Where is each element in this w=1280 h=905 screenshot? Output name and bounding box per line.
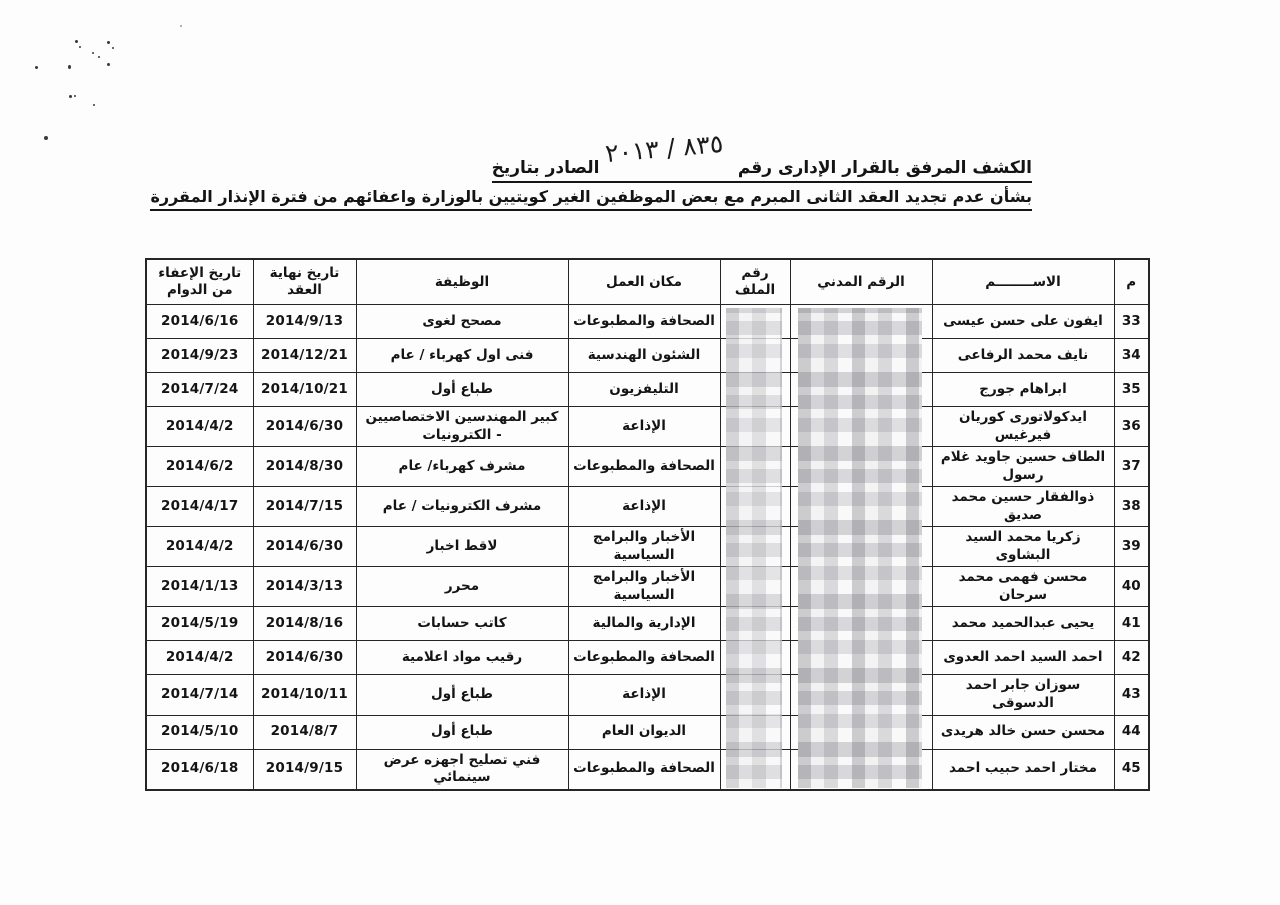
cell-job-title: طباع أول bbox=[356, 675, 568, 715]
title-prefix: الكشف المرفق بالقرار الإدارى رقم bbox=[737, 158, 1032, 178]
noise-speck bbox=[68, 65, 71, 69]
cell-job-title: رقيب مواد اعلامية bbox=[356, 641, 568, 675]
noise-speck bbox=[93, 104, 95, 106]
cell-exemption-date: 2014/7/24 bbox=[146, 373, 253, 407]
cell-workplace: الإدارية والمالية bbox=[568, 607, 720, 641]
noise-speck bbox=[79, 46, 81, 48]
header-job-title: الوظيفة bbox=[356, 259, 568, 305]
cell-workplace: الإذاعة bbox=[568, 675, 720, 715]
table-row bbox=[146, 715, 1149, 749]
cell-workplace: الديوان العام bbox=[568, 715, 720, 749]
cell-name: ابراهام جورج bbox=[932, 373, 1114, 407]
cell-name: ايفون على حسن عيسى bbox=[932, 305, 1114, 339]
cell-workplace: الصحافة والمطبوعات bbox=[568, 749, 720, 790]
table-row bbox=[146, 675, 1149, 715]
cell-contract-end-date: 2014/6/30 bbox=[253, 641, 356, 675]
cell-contract-end-date: 2014/3/13 bbox=[253, 567, 356, 607]
cell-exemption-date: 2014/1/13 bbox=[146, 567, 253, 607]
cell-exemption-date: 2014/5/10 bbox=[146, 715, 253, 749]
cell-workplace: الصحافة والمطبوعات bbox=[568, 447, 720, 487]
noise-speck bbox=[180, 25, 182, 27]
table-row bbox=[146, 527, 1149, 567]
table-row bbox=[146, 641, 1149, 675]
cell-exemption-date: 2014/4/2 bbox=[146, 527, 253, 567]
decree-title-block bbox=[150, 128, 1032, 211]
decree-subject-line: بشأن عدم تجديد العقد الثانى المبرم مع بعض الموظفين الغير كويتيين بالوزارة واعفائهم من فترة الإنذار المقررة bbox=[150, 187, 1032, 211]
cell-job-title: مشرف كهرباء/ عام bbox=[356, 447, 568, 487]
cell-contract-end-date: 2014/6/30 bbox=[253, 407, 356, 447]
table-header bbox=[146, 259, 1149, 305]
cell-name: نايف محمد الرفاعى bbox=[932, 339, 1114, 373]
cell-job-title: مصحح لغوى bbox=[356, 305, 568, 339]
title-suffix: الصادر بتاريخ bbox=[491, 158, 600, 178]
cell-workplace: الإذاعة bbox=[568, 407, 720, 447]
cell-workplace: الصحافة والمطبوعات bbox=[568, 641, 720, 675]
cell-name: محسن حسن خالد هريدى bbox=[932, 715, 1114, 749]
cell-contract-end-date: 2014/8/7 bbox=[253, 715, 356, 749]
cell-name: يحيى عبدالحميد محمد bbox=[932, 607, 1114, 641]
cell-index: 42 bbox=[1114, 641, 1149, 675]
cell-workplace: التليفزيون bbox=[568, 373, 720, 407]
document-table bbox=[145, 258, 1150, 791]
cell-index: 43 bbox=[1114, 675, 1149, 715]
cell-name: محسن فهمى محمد سرحان bbox=[932, 567, 1114, 607]
cell-contract-end-date: 2014/10/11 bbox=[253, 675, 356, 715]
cell-exemption-date: 2014/6/18 bbox=[146, 749, 253, 790]
noise-speck bbox=[112, 47, 114, 49]
cell-exemption-date: 2014/4/2 bbox=[146, 407, 253, 447]
cell-job-title: طباع أول bbox=[356, 373, 568, 407]
noise-speck bbox=[98, 56, 100, 58]
cell-contract-end-date: 2014/9/13 bbox=[253, 305, 356, 339]
cell-name: زكريا محمد السيد البشاوى bbox=[932, 527, 1114, 567]
table-row bbox=[146, 407, 1149, 447]
header-exemption-date: تاريخ الإعفاء من الدوام bbox=[146, 259, 253, 305]
cell-contract-end-date: 2014/9/15 bbox=[253, 749, 356, 790]
cell-job-title: فني تصليح اجهزه عرض سينمائي bbox=[356, 749, 568, 790]
cell-exemption-date: 2014/6/16 bbox=[146, 305, 253, 339]
pixelated-redaction-civil-id bbox=[798, 308, 922, 788]
cell-name: سوزان جابر احمد الدسوقى bbox=[932, 675, 1114, 715]
cell-index: 36 bbox=[1114, 407, 1149, 447]
noise-speck bbox=[92, 52, 94, 54]
cell-job-title: مشرف الكترونيات / عام bbox=[356, 487, 568, 527]
table-row bbox=[146, 373, 1149, 407]
table-row bbox=[146, 305, 1149, 339]
cell-index: 33 bbox=[1114, 305, 1149, 339]
table-row bbox=[146, 749, 1149, 790]
noise-speck bbox=[69, 95, 72, 98]
decree-title-line1 bbox=[491, 128, 1032, 183]
cell-workplace: الأخبار والبرامج السياسية bbox=[568, 527, 720, 567]
cell-index: 45 bbox=[1114, 749, 1149, 790]
cell-contract-end-date: 2014/12/21 bbox=[253, 339, 356, 373]
table-row bbox=[146, 339, 1149, 373]
cell-contract-end-date: 2014/7/15 bbox=[253, 487, 356, 527]
header-civil-id: الرقم المدني bbox=[790, 259, 932, 305]
cell-name: ذوالفقار حسين محمد صديق bbox=[932, 487, 1114, 527]
cell-name: احمد السيد احمد العدوى bbox=[932, 641, 1114, 675]
pixelated-redaction-file-number bbox=[726, 308, 782, 788]
cell-exemption-date: 2014/7/14 bbox=[146, 675, 253, 715]
table-body bbox=[146, 305, 1149, 790]
header-workplace: مكان العمل bbox=[568, 259, 720, 305]
noise-speck bbox=[74, 95, 76, 97]
table-row bbox=[146, 607, 1149, 641]
cell-job-title: لاقط اخبار bbox=[356, 527, 568, 567]
cell-contract-end-date: 2014/6/30 bbox=[253, 527, 356, 567]
cell-workplace: الأخبار والبرامج السياسية bbox=[568, 567, 720, 607]
noise-speck bbox=[75, 40, 78, 43]
header-file-number: رقم الملف bbox=[720, 259, 790, 305]
header-name: الاســــــــم bbox=[932, 259, 1114, 305]
cell-job-title: كبير المهندسين الاختصاصيين - الكترونيات bbox=[356, 407, 568, 447]
cell-job-title: فنى اول كهرباء / عام bbox=[356, 339, 568, 373]
cell-exemption-date: 2014/6/2 bbox=[146, 447, 253, 487]
cell-name: ايدكولاتورى كوريان فيرغيس bbox=[932, 407, 1114, 447]
cell-index: 34 bbox=[1114, 339, 1149, 373]
table-row bbox=[146, 447, 1149, 487]
cell-exemption-date: 2014/4/2 bbox=[146, 641, 253, 675]
cell-index: 40 bbox=[1114, 567, 1149, 607]
cell-workplace: الصحافة والمطبوعات bbox=[568, 305, 720, 339]
cell-contract-end-date: 2014/8/30 bbox=[253, 447, 356, 487]
cell-job-title: طباع أول bbox=[356, 715, 568, 749]
noise-speck bbox=[35, 66, 38, 69]
cell-index: 38 bbox=[1114, 487, 1149, 527]
header-contract-end-date: تاريخ نهاية العقد bbox=[253, 259, 356, 305]
cell-name: الطاف حسين جاويد غلام رسول bbox=[932, 447, 1114, 487]
cell-workplace: الشئون الهندسية bbox=[568, 339, 720, 373]
table-row bbox=[146, 567, 1149, 607]
noise-speck bbox=[44, 136, 48, 140]
cell-index: 44 bbox=[1114, 715, 1149, 749]
cell-workplace: الإذاعة bbox=[568, 487, 720, 527]
noise-speck bbox=[107, 41, 110, 44]
table-row bbox=[146, 487, 1149, 527]
cell-exemption-date: 2014/5/19 bbox=[146, 607, 253, 641]
handwritten-decree-number: ٨٣٥ / ٢٠١٣ bbox=[604, 128, 725, 169]
cell-index: 35 bbox=[1114, 373, 1149, 407]
cell-contract-end-date: 2014/8/16 bbox=[253, 607, 356, 641]
header-index: م bbox=[1114, 259, 1149, 305]
cell-job-title: محرر bbox=[356, 567, 568, 607]
cell-exemption-date: 2014/9/23 bbox=[146, 339, 253, 373]
cell-contract-end-date: 2014/10/21 bbox=[253, 373, 356, 407]
cell-index: 41 bbox=[1114, 607, 1149, 641]
cell-index: 39 bbox=[1114, 527, 1149, 567]
cell-job-title: كاتب حسابات bbox=[356, 607, 568, 641]
cell-index: 37 bbox=[1114, 447, 1149, 487]
noise-speck bbox=[107, 63, 110, 66]
cell-exemption-date: 2014/4/17 bbox=[146, 487, 253, 527]
cell-name: مختار احمد حبيب احمد bbox=[932, 749, 1114, 790]
